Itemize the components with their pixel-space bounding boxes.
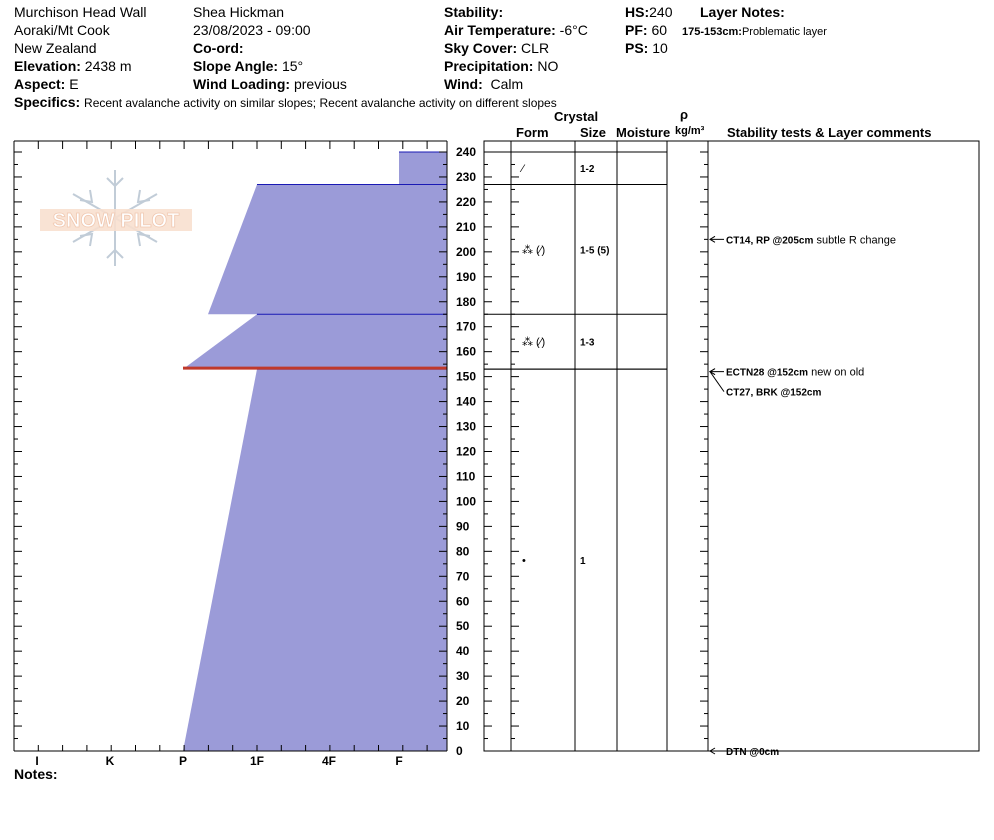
crystal-header: Crystal	[554, 109, 599, 124]
height-tick-label: 20	[456, 694, 470, 709]
layer-table	[484, 141, 979, 758]
stability-test-1: ECTN28 @152cm new on old	[726, 366, 865, 379]
air-temperature: Air Temperature: -6°C	[444, 22, 588, 38]
elevation: Elevation: 2438 m	[14, 58, 132, 74]
height-tick-label: 10	[456, 719, 470, 734]
observation-datetime: 23/08/2023 - 09:00	[193, 22, 311, 38]
density-unit-header: kg/m³	[675, 125, 705, 137]
location-name: Murchison Head Wall	[14, 4, 147, 20]
stability-header: Stability tests & Layer comments	[727, 125, 932, 140]
hardness-layer-0	[399, 152, 447, 184]
height-tick-label: 230	[456, 169, 477, 184]
height-tick-label: 140	[456, 394, 477, 409]
stability: Stability:	[444, 4, 504, 20]
hardness-layer-2	[183, 314, 447, 369]
layer-note: 175-153cm:Problematic layer	[682, 26, 827, 38]
wind-loading: Wind Loading: previous	[193, 76, 347, 92]
layer-size-1: 1-5 (5)	[580, 245, 610, 257]
size-header: Size	[580, 125, 607, 140]
stability-test-2: CT27, BRK @152cm	[726, 387, 822, 399]
height-tick-label: 220	[456, 194, 477, 209]
height-tick-label: 40	[456, 644, 470, 659]
stability-test-0: CT14, RP @205cm subtle R change	[726, 234, 896, 247]
height-tick-label: 90	[456, 519, 470, 534]
height-tick-label: 200	[456, 244, 477, 259]
location-region: Aoraki/Mt Cook	[14, 22, 110, 38]
height-tick-label: 80	[456, 544, 470, 559]
snowpilot-logo	[40, 170, 192, 266]
layer-size-3: 1	[580, 556, 586, 568]
layer-form-2: ⁂ (⁄)	[522, 336, 546, 349]
height-tick-label: 50	[456, 619, 470, 634]
coordinates: Co-ord:	[193, 40, 244, 56]
hs: HS:240	[625, 4, 673, 20]
wind: Wind: Calm	[444, 76, 524, 92]
aspect: Aspect: E	[14, 76, 79, 92]
form-header: Form	[516, 125, 549, 140]
height-tick-label: 180	[456, 294, 477, 309]
height-tick-label: 130	[456, 419, 477, 434]
moisture-header: Moisture	[616, 125, 671, 140]
sky-cover: Sky Cover: CLR	[444, 40, 550, 56]
layer-form-3: •	[522, 555, 526, 568]
layer-form-0: ⁄	[522, 163, 524, 176]
layer-size-0: 1-2	[580, 164, 595, 176]
height-tick-label: 30	[456, 669, 470, 684]
hardness-tick-label: 1F	[249, 754, 265, 768]
observer-name: Shea Hickman	[193, 4, 285, 20]
hardness-tick-label: K	[105, 754, 115, 768]
height-tick-label: 240	[456, 145, 477, 159]
height-tick-label: 120	[456, 444, 477, 459]
height-tick-label: 150	[456, 369, 477, 384]
layer-form-1: ⁂ (⁄)	[522, 244, 546, 257]
height-tick-label: 170	[456, 319, 477, 334]
hardness-tick-label: P	[178, 754, 188, 768]
height-tick-label: 0	[456, 744, 463, 758]
height-tick-label: 60	[456, 594, 470, 609]
height-tick-label: 210	[456, 219, 477, 234]
rho-header: ρ	[680, 107, 689, 122]
notes: Notes:	[14, 766, 58, 782]
hardness-tick-label: 4F	[321, 754, 337, 768]
hardness-layer-3	[183, 369, 447, 751]
table-frame	[484, 141, 979, 751]
slope-angle: Slope Angle: 15°	[193, 58, 304, 74]
pf: PF: 60	[625, 22, 668, 38]
svg-text:SNOW PILOT: SNOW PILOT	[52, 210, 180, 232]
test-arrow	[710, 372, 724, 392]
hardness-tick-label: F	[395, 754, 403, 768]
height-tick-label: 190	[456, 269, 477, 284]
height-tick-label: 110	[456, 469, 476, 484]
hardness-tick-label: I	[35, 754, 39, 768]
hardness-profile-area	[183, 152, 447, 751]
height-tick-label: 100	[456, 494, 477, 509]
height-tick-label: 70	[456, 569, 470, 584]
height-tick-label: 160	[456, 344, 477, 359]
hardness-layer-1	[208, 184, 447, 314]
ps: PS: 10	[625, 40, 668, 56]
specifics: Specifics: Recent avalanche activity on similar slopes; Recent avalanche activity on different slopes	[14, 94, 557, 110]
stability-test-3: DTN @0cm	[726, 747, 780, 758]
location-country: New Zealand	[14, 40, 97, 56]
precipitation: Precipitation: NO	[444, 58, 559, 74]
layer-size-2: 1-3	[580, 337, 595, 349]
layer-notes-title: Layer Notes:	[700, 4, 785, 20]
